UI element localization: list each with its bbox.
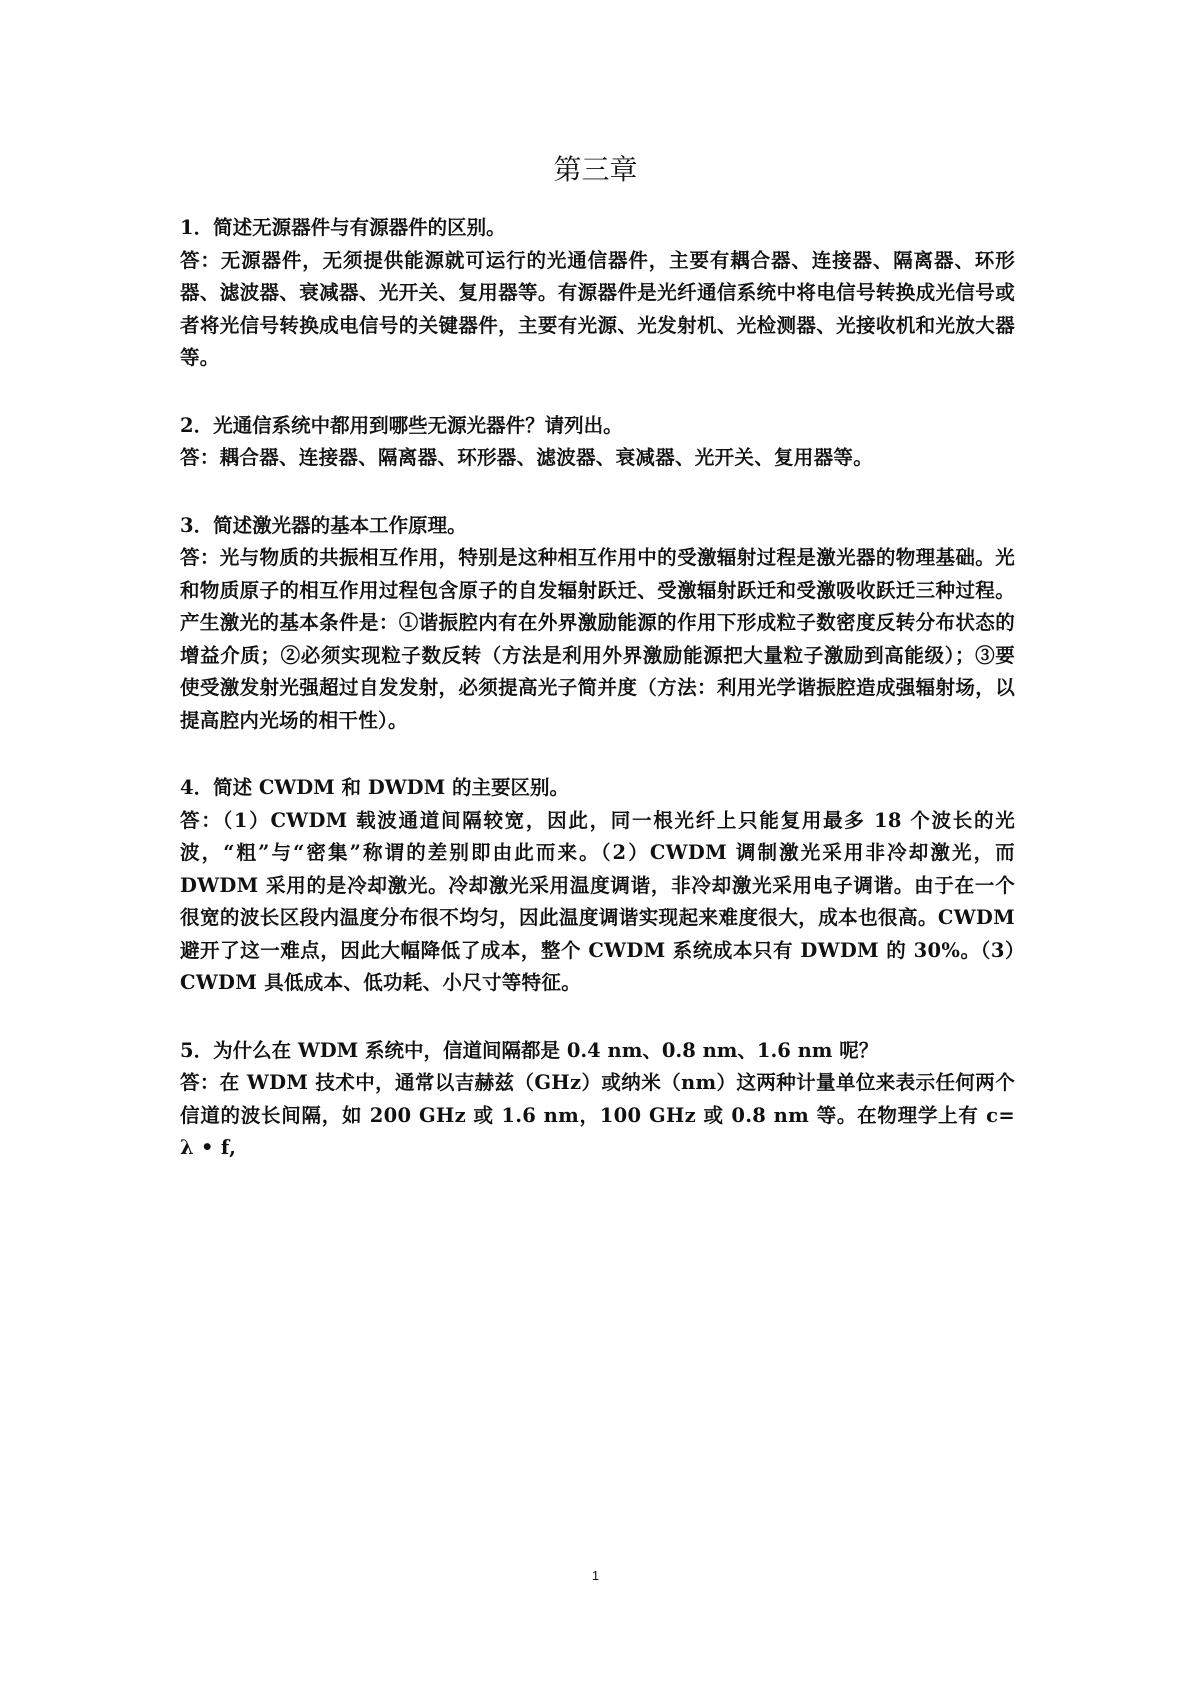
question-2: 2．光通信系统中都用到哪些无源光器件？请列出。 — [180, 413, 623, 437]
answer-3: 答：光与物质的共振相互作用，特别是这种相互作用中的受激辐射过程是激光器的物理基础。光和物质原子的相互作用过程包含原子的自发辐射跃迁、受激辐射跃迁和受激吸收跃迁三种过程。产生激光的基本条件是：①谐振腔内有在外界激励能源的作用下形成粒子数密度反转分布状态的增益介质；②必须实现粒子数反转（方法是利用外界激励能源把大量粒子激励到高能级）；③要使受激发射光强超过自发发射，必须提高光子简并度（方法：利用光学谐振腔造成强辐射场，以提高腔内光场的相干性）。 — [180, 546, 1015, 732]
question-5: 5．为什么在 WDM 系统中，信道间隔都是 0.4 nm、0.8 nm、1.6 nm 呢？ — [180, 1038, 879, 1062]
qa-item-1 — [180, 212, 1015, 375]
chapter-title: 第三章 — [553, 153, 638, 186]
qa-list — [180, 212, 1015, 1200]
qa-item-3 — [180, 510, 1015, 738]
answer-2: 答：耦合器、连接器、隔离器、环形器、滤波器、衰减器、光开关、复用器等。 — [180, 446, 874, 469]
qa-item-2 — [180, 410, 1015, 475]
qa-item-5 — [180, 1035, 1015, 1165]
qa-item-4 — [180, 772, 1015, 1000]
page-number: 1 — [591, 1568, 600, 1583]
answer-4: 答：（1）CWDM 载波通道间隔较宽，因此，同一根光纤上只能复用最多 18 个波长的光波，“粗”与“密集”称谓的差别即由此而来。（2）CWDM 调制激光采用非冷却激光，而 DWDM 采用的是冷却激光。冷却激光采用温度调谐，非冷却激光采用电子调谐。由于在一个很宽的波长区段内温度分布很不均匀，因此温度调谐实现起来难度很大，成本也很高。CWDM 避开了这一难点，因此大幅降低了成本，整个 CWDM 系统成本只有 DWDM 的 30%。（3）CWDM 具低成本、低功耗、小尺寸等特征。 — [180, 808, 1015, 994]
question-1: 1．简述无源器件与有源器件的区别。 — [180, 216, 506, 239]
answer-1: 答：无源器件，无须提供能源就可运行的光通信器件，主要有耦合器、连接器、隔离器、环形器、滤波器、衰减器、光开关、复用器等。有源器件是光纤通信系统中将电信号转换成光信号或者将光信号转换成电信号的关键器件，主要有光源、光发射机、光检测器、光接收机和光放大器等。 — [180, 248, 1015, 369]
question-4: 4．简述 CWDM 和 DWDM 的主要区别。 — [180, 776, 569, 799]
answer-5: 答：在 WDM 技术中，通常以吉赫兹（GHz）或纳米（nm）这两种计量单位来表示任何两个信道的波长间隔，如 200 GHz 或 1.6 nm，100 GHz 或 0.8 nm 等。在物理学上有 c= λ • f, — [180, 1071, 1015, 1159]
question-3: 3．简述激光器的基本工作原理。 — [180, 513, 467, 537]
